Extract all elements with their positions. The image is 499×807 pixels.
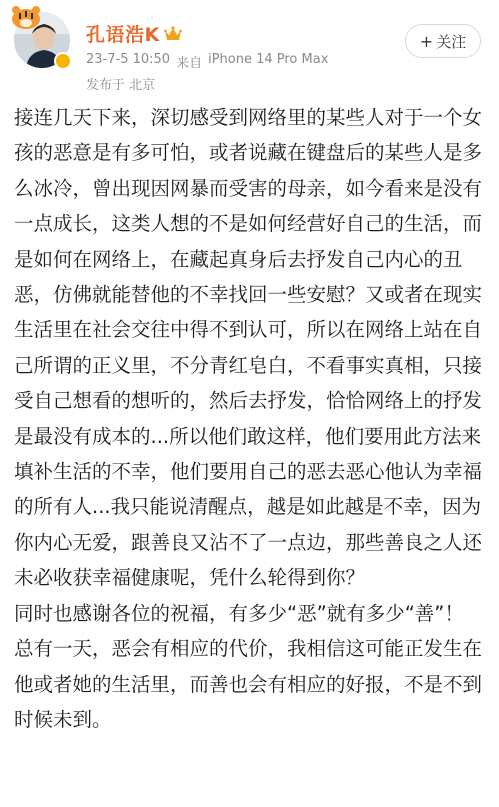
source-prefix: 来自 [176,56,203,71]
plus-icon: + [419,31,434,51]
post-timestamp: 23-7-5 10:50 [86,52,171,67]
post-header [0,0,499,100]
post-body [14,100,486,737]
verified-badge-icon [54,52,72,70]
follow-button[interactable] [405,24,481,58]
post-paragraph: 总有一天，恶会有相应的代价，我相信这可能正发生在他或者她的生活里，而善也会有相应的好报，不是不到时候未到。 [14,637,483,731]
post-meta [86,52,328,71]
post-location: 发布于 北京 [86,78,156,93]
user-name-row [86,20,182,47]
post-device: iPhone 14 Pro Max [208,52,329,67]
post-paragraph: 同时也感谢各位的祝福，有多少“恶”就有多少“善”！ [14,601,464,625]
post-paragraph: 接连几天下来，深切感受到网络里的某些人对于一个女孩的恶意是有多可怕，或者说藏在键盘后的某些人是多么冰冷，曾出现因网暴而受害的母亲，如今看来是没有一点成长，这类人想的不是如何经营好自己的生活，而是如何在网络上，在藏起真身后去抒发自己内心的丑恶，仿佛就能替他的不幸找回一些安慰？又或者在现实生活里在社会交往中得不到认可，所以在网络上站在自己所谓的正义里，不分青红皂白，不看事实真相，只接受自己想看的想听的，然后去抒发，恰恰网络上的抒发是最没有成本的...所以他们敢这样，他们要用此方法来填补生活的不幸，他们要用自己的恶去恶心他认为幸福的所有人...我只能说清醒点，越是如此越是不幸，因为你内心无爱，跟善良又沾不了一点边，那些善良之人还未必收获幸福健康呢，凭什么轮得到你？ [14,106,483,590]
username[interactable]: 孔语浩K [86,24,160,46]
follow-button-label: 关注 [436,32,467,51]
tiger-icon [8,4,44,30]
avatar[interactable] [14,12,70,68]
crown-icon [164,26,182,42]
